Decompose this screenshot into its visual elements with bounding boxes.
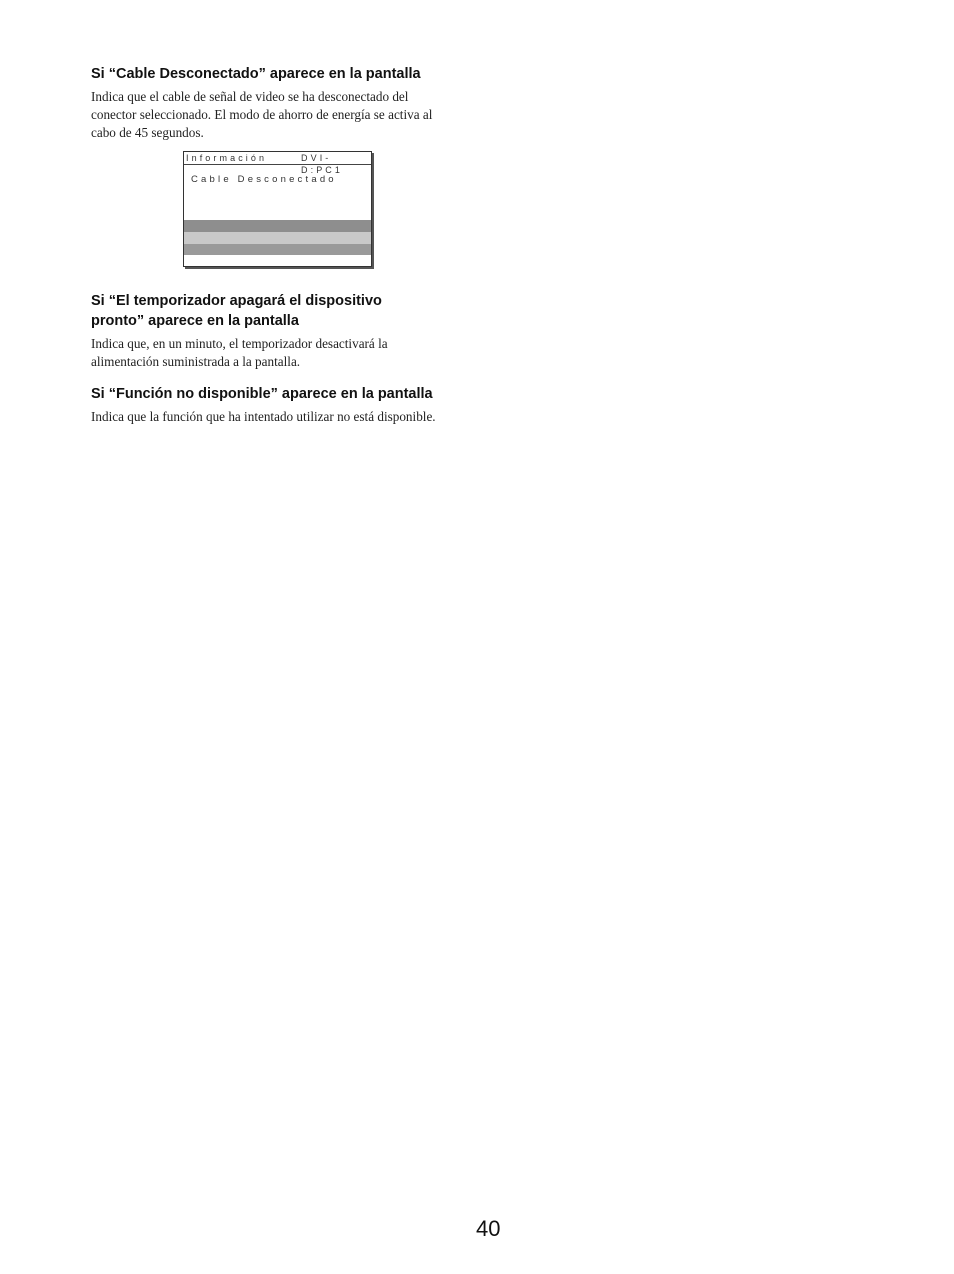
osd-bar xyxy=(184,232,371,244)
osd-title: Información xyxy=(186,153,268,163)
section-heading-funcion-no-disponible: Si “Función no disponible” aparece en la pantalla xyxy=(91,386,433,402)
osd-bar xyxy=(184,244,371,255)
section-heading-temporizador: Si “El temporizador apagará el dispositivo pronto” aparece en la pantalla xyxy=(91,293,382,329)
osd-screen-illustration xyxy=(183,151,372,267)
section-heading-cable-desconectado: Si “Cable Desconectado” aparece en la pantalla xyxy=(91,66,421,82)
section-body-funcion-no-disponible: Indica que la función que ha intentado utilizar no está disponible. xyxy=(91,409,436,424)
osd-input-label: DVI-D:PC1 xyxy=(301,153,344,175)
osd-bar xyxy=(184,220,371,232)
page-number: 40 xyxy=(476,1216,501,1241)
section-body-temporizador: Indica que, en un minuto, el temporizador desactivará la alimentación suministrada a la pantalla. xyxy=(91,336,388,369)
section-body-cable-desconectado: Indica que el cable de señal de video se ha desconectado del conector seleccionado. El modo de ahorro de energía se activa al cabo de 45 segundos. xyxy=(91,89,433,140)
osd-header xyxy=(184,152,371,175)
osd-message: Cable Desconectado xyxy=(191,174,337,185)
